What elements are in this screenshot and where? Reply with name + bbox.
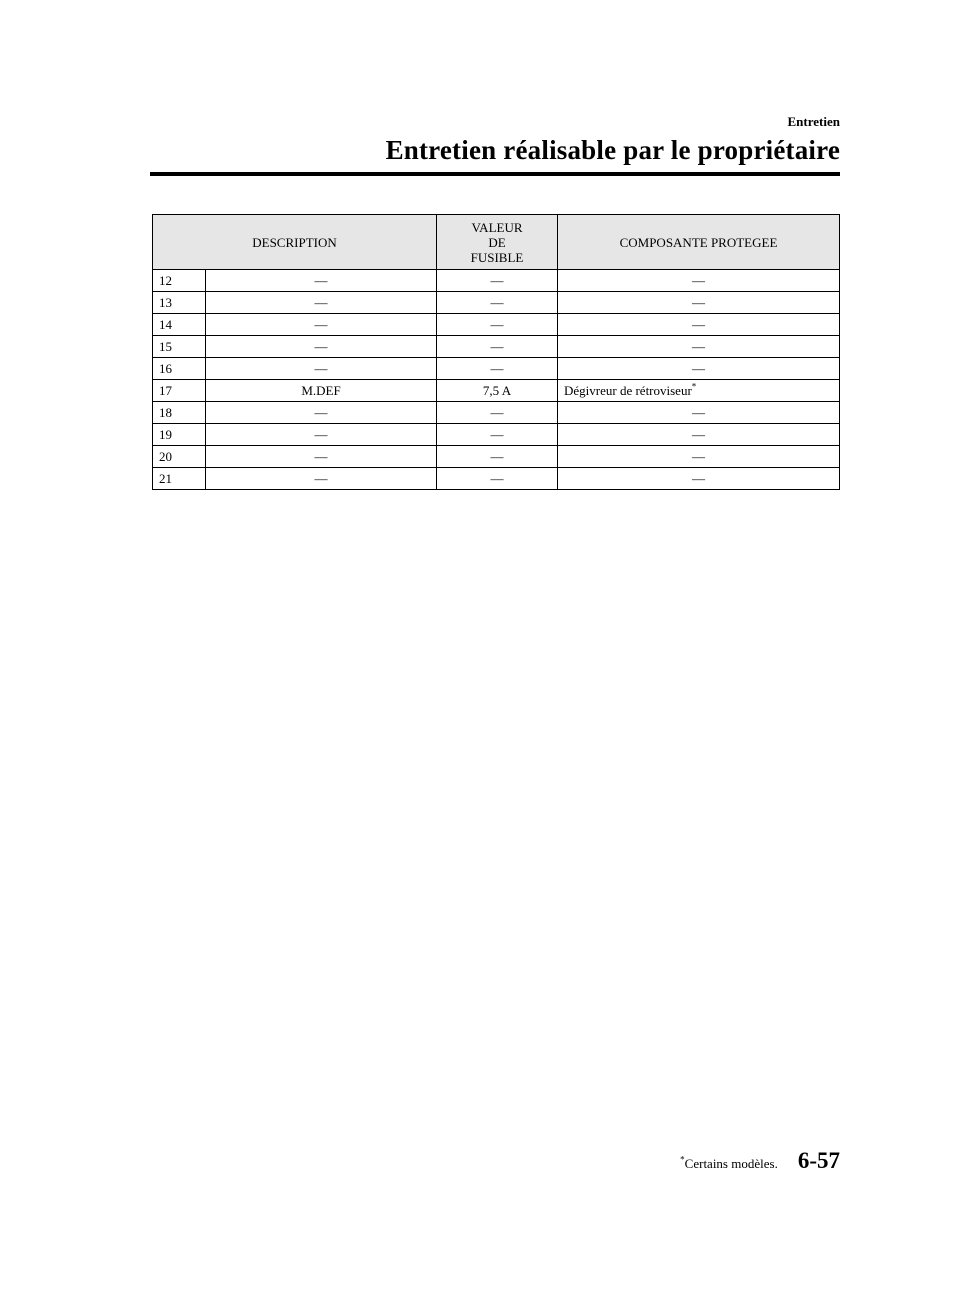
table-row <box>153 292 840 314</box>
fuse-value: — <box>437 292 558 314</box>
fuse-number: 13 <box>153 292 206 314</box>
fuse-number: 17 <box>153 380 206 402</box>
header-value-line-2: DE <box>488 234 506 250</box>
protected-component <box>558 380 840 402</box>
fuse-description: — <box>206 468 437 490</box>
table-row <box>153 424 840 446</box>
fuse-number: 20 <box>153 446 206 468</box>
asterisk-mark: * <box>691 381 697 392</box>
protected-component: — <box>558 336 840 358</box>
fuse-value: — <box>437 358 558 380</box>
protected-component: — <box>558 292 840 314</box>
fuse-value: — <box>437 336 558 358</box>
fuse-table <box>152 214 840 490</box>
table-row <box>153 358 840 380</box>
header-value-line-1: VALEUR <box>471 219 523 235</box>
fuse-value: — <box>437 446 558 468</box>
table-row <box>153 270 840 292</box>
table-row <box>153 402 840 424</box>
table-row <box>153 380 840 402</box>
header-rule <box>150 172 840 176</box>
protected-component: — <box>558 402 840 424</box>
fuse-value: — <box>437 402 558 424</box>
fuse-description: — <box>206 292 437 314</box>
fuse-number: 16 <box>153 358 206 380</box>
fuse-description: — <box>206 270 437 292</box>
fuse-description: — <box>206 424 437 446</box>
header-value-line-3: FUSIBLE <box>470 249 524 265</box>
protected-component: — <box>558 358 840 380</box>
footnote <box>680 1156 778 1171</box>
header-description: DESCRIPTION <box>153 215 437 270</box>
fuse-number: 14 <box>153 314 206 336</box>
protected-component: — <box>558 468 840 490</box>
table-header-row <box>153 215 840 270</box>
header-protected-component: COMPOSANTE PROTEGEE <box>558 215 840 270</box>
fuse-number: 21 <box>153 468 206 490</box>
protected-component: — <box>558 270 840 292</box>
fuse-description: — <box>206 402 437 424</box>
fuse-description: — <box>206 336 437 358</box>
protected-component-text: Dégivreur de rétroviseur <box>564 383 692 398</box>
fuse-description: — <box>206 358 437 380</box>
table-row <box>153 468 840 490</box>
protected-component: — <box>558 446 840 468</box>
fuse-number: 19 <box>153 424 206 446</box>
chapter-title: Entretien réalisable par le propriétaire <box>385 135 840 165</box>
fuse-value: — <box>437 468 558 490</box>
table-row <box>153 314 840 336</box>
page-footer <box>150 1148 840 1174</box>
fuse-number: 15 <box>153 336 206 358</box>
page-header <box>150 114 840 166</box>
protected-component: — <box>558 424 840 446</box>
fuse-description: — <box>206 446 437 468</box>
fuse-description: M.DEF <box>206 380 437 402</box>
page-number: 6-57 <box>797 1148 840 1173</box>
fuse-description: — <box>206 314 437 336</box>
footnote-asterisk: * <box>680 1154 685 1165</box>
fuse-value: — <box>437 270 558 292</box>
fuse-value: — <box>437 314 558 336</box>
section-name: Entretien <box>787 114 840 129</box>
fuse-value: — <box>437 424 558 446</box>
header-fuse-value <box>437 215 558 270</box>
footnote-text: Certains modèles. <box>684 1156 778 1171</box>
fuse-number: 18 <box>153 402 206 424</box>
table-row <box>153 446 840 468</box>
protected-component: — <box>558 314 840 336</box>
table-row <box>153 336 840 358</box>
fuse-value: 7,5 A <box>437 380 558 402</box>
fuse-number: 12 <box>153 270 206 292</box>
